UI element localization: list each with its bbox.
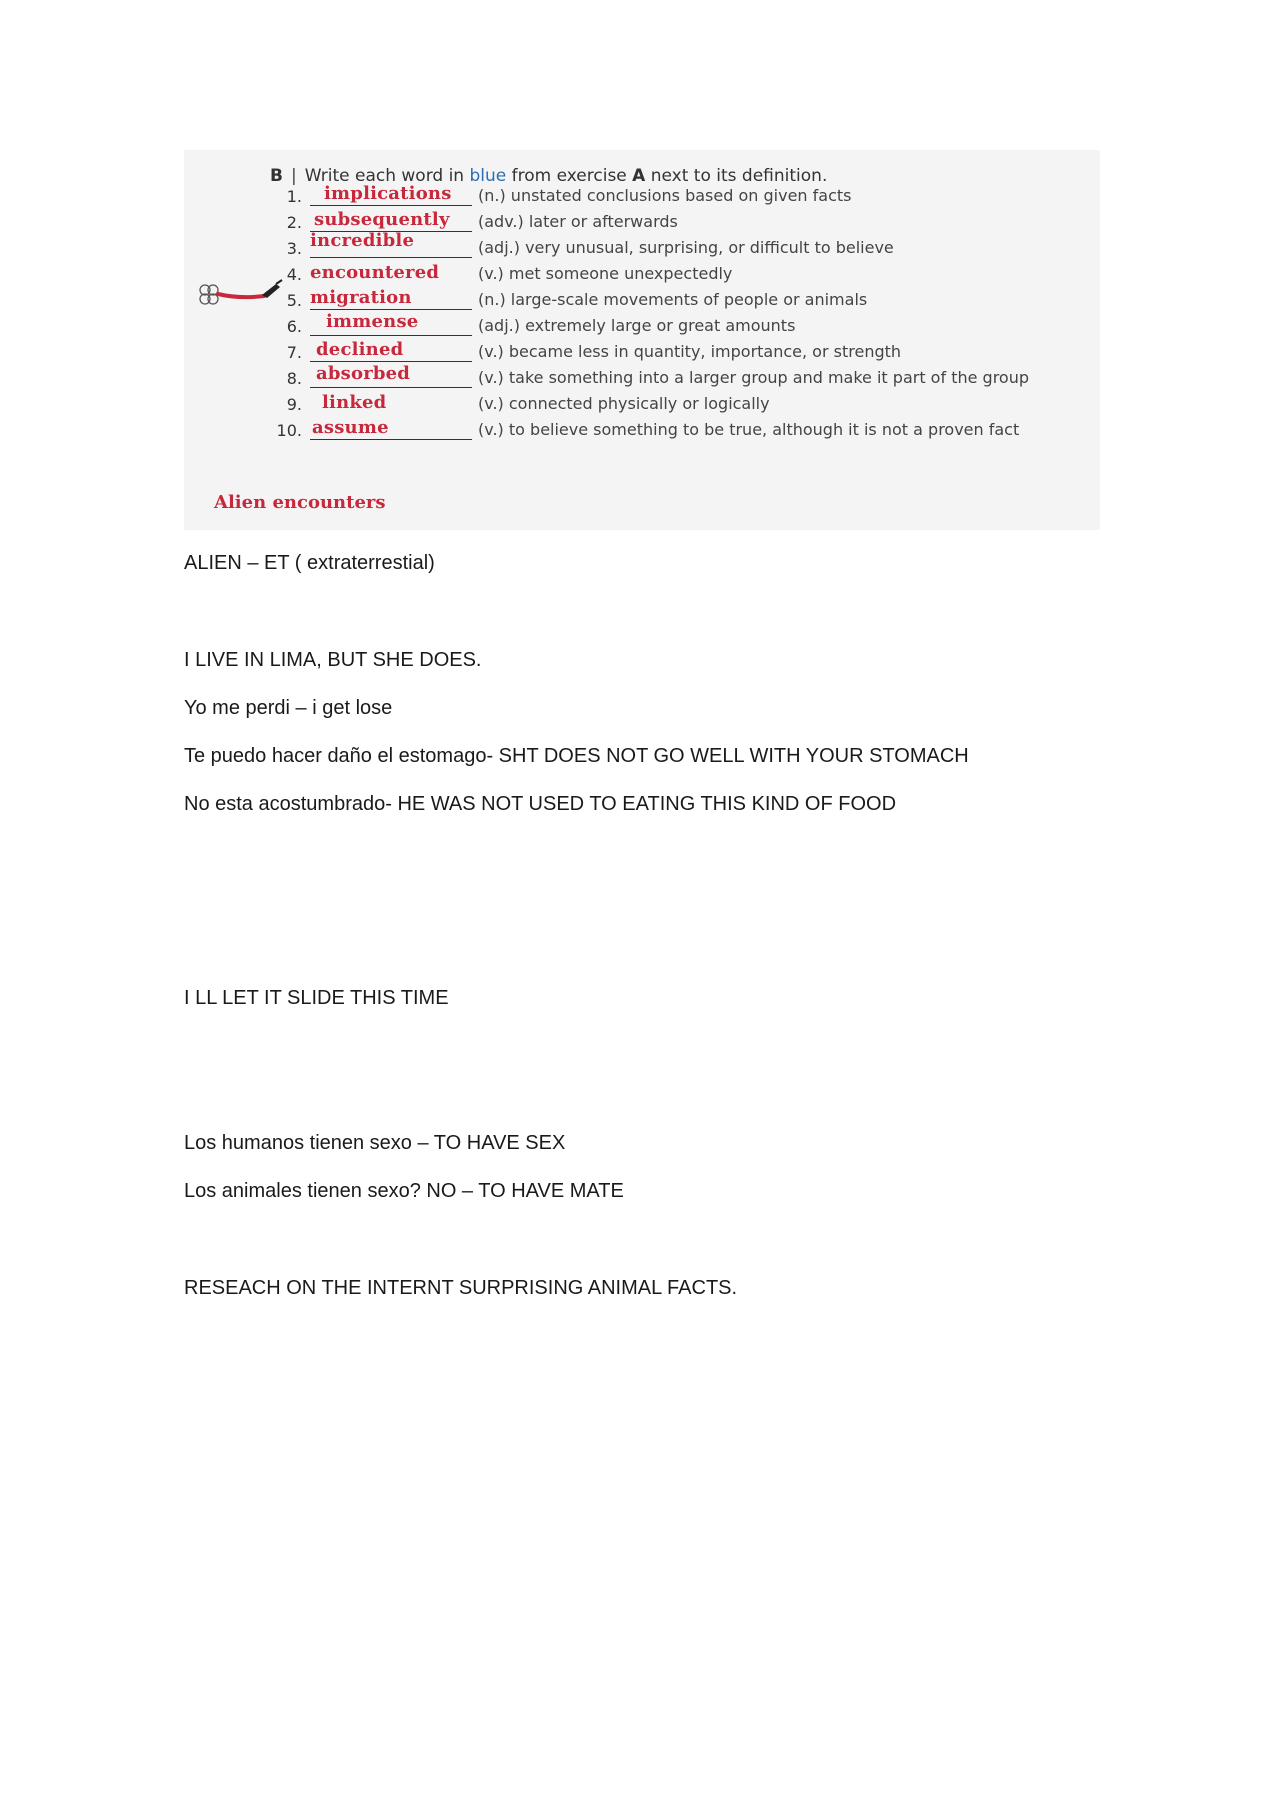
answer-blank <box>310 286 472 310</box>
answer-blank <box>310 364 472 388</box>
answer-blank <box>310 182 472 206</box>
exercise-image <box>184 150 1100 530</box>
note-line: I LL LET IT SLIDE THIS TIME <box>184 987 449 1009</box>
answer-word: encountered <box>310 262 440 283</box>
exercise-item <box>270 208 678 232</box>
instruction-part: next to its definition. <box>645 166 828 186</box>
exercise-item <box>270 312 795 336</box>
note-line: RESEACH ON THE INTERNT SURPRISING ANIMAL FACTS. <box>184 1277 738 1299</box>
definition-text: (v.) met someone unexpectedly <box>478 264 733 283</box>
note-line: Los animales tienen sexo? NO – TO HAVE MATE <box>184 1180 624 1202</box>
definition-text: (v.) to believe something to be true, although it is not a proven fact <box>478 420 1020 439</box>
answer-word: declined <box>316 339 404 360</box>
item-number: 6. <box>286 317 302 336</box>
item-number: 7. <box>286 343 302 362</box>
exercise-item <box>270 364 1029 388</box>
answer-word: incredible <box>310 230 415 251</box>
exercise-item <box>270 260 732 284</box>
answer-word: immense <box>326 311 419 332</box>
answer-blank <box>310 312 472 336</box>
answer-word: linked <box>322 392 387 413</box>
answer-word: subsequently <box>314 209 450 230</box>
exercise-letter: B <box>270 166 283 186</box>
item-number: 1. <box>286 187 302 206</box>
instruction-blue-word: blue <box>469 166 507 186</box>
item-number: 3. <box>286 239 302 258</box>
definition-text: (v.) connected physically or logically <box>478 394 770 413</box>
answer-word: assume <box>312 417 389 438</box>
item-number: 9. <box>286 395 302 414</box>
section-heading: Alien encounters <box>214 492 386 513</box>
exercise-item <box>270 286 867 310</box>
answer-blank <box>310 416 472 440</box>
item-number: 5. <box>286 291 302 310</box>
note-line: No esta acostumbrado- HE WAS NOT USED TO EATING THIS KIND OF FOOD <box>184 793 897 815</box>
definition-text: (adj.) very unusual, surprising, or difficult to believe <box>478 238 894 257</box>
answer-blank <box>310 338 472 362</box>
exercise-item <box>270 230 894 258</box>
definition-text: (v.) take something into a larger group and make it part of the group <box>478 368 1029 387</box>
answer-word: migration <box>310 287 412 308</box>
answer-word: implications <box>324 183 452 204</box>
answer-blank <box>310 260 472 284</box>
note-line: Yo me perdi – i get lose <box>184 697 393 719</box>
exercise-item <box>270 390 770 414</box>
definition-text: (adv.) later or afterwards <box>478 212 678 231</box>
exercise-item <box>270 416 1019 440</box>
instruction-part: from exercise <box>506 166 633 186</box>
exercise-separator: | <box>290 166 297 186</box>
instruction-bold-letter: A <box>632 166 646 186</box>
note-line: ALIEN – ET ( extraterrestial) <box>184 552 435 574</box>
definition-text: (n.) large-scale movements of people or animals <box>478 290 868 309</box>
item-number: 8. <box>286 369 302 388</box>
exercise-item <box>270 182 851 206</box>
definition-text: (n.) unstated conclusions based on given facts <box>478 186 852 205</box>
note-line: I LIVE IN LIMA, BUT SHE DOES. <box>184 649 482 671</box>
answer-blank <box>310 208 472 232</box>
answer-blank <box>310 390 472 414</box>
answer-blank <box>310 230 472 258</box>
definition-text: (adj.) extremely large or great amounts <box>478 316 796 335</box>
instruction-part: Write each word in <box>304 166 470 186</box>
definition-text: (v.) became less in quantity, importance, or strength <box>478 342 902 361</box>
item-number: 4. <box>286 265 302 284</box>
exercise-item <box>270 338 901 362</box>
note-line: Te puedo hacer daño el estomago- SHT DOES NOT GO WELL WITH YOUR STOMACH <box>184 745 969 767</box>
item-number: 2. <box>286 213 302 232</box>
item-number: 10. <box>276 421 302 440</box>
answer-word: absorbed <box>316 363 411 384</box>
note-line: Los humanos tienen sexo – TO HAVE SEX <box>184 1132 566 1154</box>
